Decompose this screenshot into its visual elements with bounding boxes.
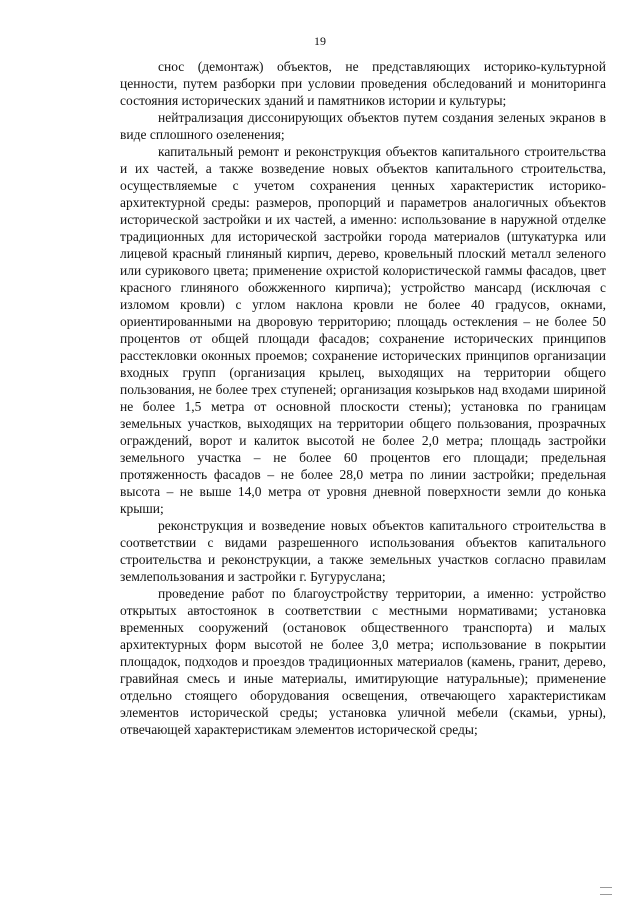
page-number: 19 [314, 34, 326, 48]
paragraph-neutralization: нейтрализация диссонирующих объектов путем создания зеленых экранов в виде сплошного озеленения; [120, 110, 606, 142]
scan-mark [600, 887, 612, 895]
paragraph-landscaping: проведение работ по благоустройству территории, а именно: устройство открытых автостоянок в соответствии с местными нормативами; установка временных сооружений (остановок общественного транспорта) и малых архитектурных форм высотой не более 3,0 метра; использование в покрытии площадок, подходов и проездов традиционных материалов (камень, гранит, дерево, гравийная смесь и иные материалы, имитирующие натуральные); применение отдельно стоящего оборудования освещения, отвечающего характеристикам элементов исторической среды; установка уличной мебели (скамьи, урны), отвечающей характеристикам элементов исторической среды; [120, 586, 606, 737]
paragraph-capital-repair: капитальный ремонт и реконструкция объектов капитального строительства и их частей, а также возведение новых объектов капитального строительства, осуществляемые с учетом сохранения ценных характеристик историко-архитектурной среды: размеров, пропорций и параметров аналогичных объектов исторической застройки и их частей, а именно: использование в наружной отделке традиционных для исторической застройки города материалов (штукатурка или лицевой красный глиняный кирпич, дерево, кровельный плоский металл зеленого или сурикового цвета; применение охристой колористической гаммы фасадов, цвет красного глиняного обожженного кирпича); устройство мансард (исключая с изломом кровли) с углом наклона кровли не более 40 градусов, окнами, ориентированными на дворовую территорию; площадь остекления – не более 50 процентов от общей площади фасадов; сохранение исторических принципов расстекловки оконных проемов; сохранение исторических принципов организации входных групп (организация крылец, выходящих на территории общего пользования, не более трех ступеней; организация козырьков над входами шириной не более 1,5 метра от основной плоскости стены); установка по границам земельных участков, выходящих на территории общего пользования, прозрачных ограждений, ворот и калиток высотой не более 2,0 метра; площадь застройки земельного участка – не более 60 процентов его площади; предельная протяженность фасадов – не более 28,0 метра по линии застройки; предельная высота – не выше 14,0 метра от уровня дневной поверхности земли до конька крыши; [120, 144, 606, 516]
paragraph-demolition: снос (демонтаж) объектов, не представляющих историко-культурной ценности, путем разборки при условии проведения обследований и мониторинга состояния исторических зданий и памятников истории и культуры; [120, 59, 606, 108]
document-body [120, 58, 606, 738]
paragraph-reconstruction: реконструкция и возведение новых объектов капитального строительства в соответствии с видами разрешенного использования объектов капитального строительства и реконструкции, а также земельных участков согласно правилам землепользования и застройки г. Бугуруслана; [120, 518, 606, 584]
